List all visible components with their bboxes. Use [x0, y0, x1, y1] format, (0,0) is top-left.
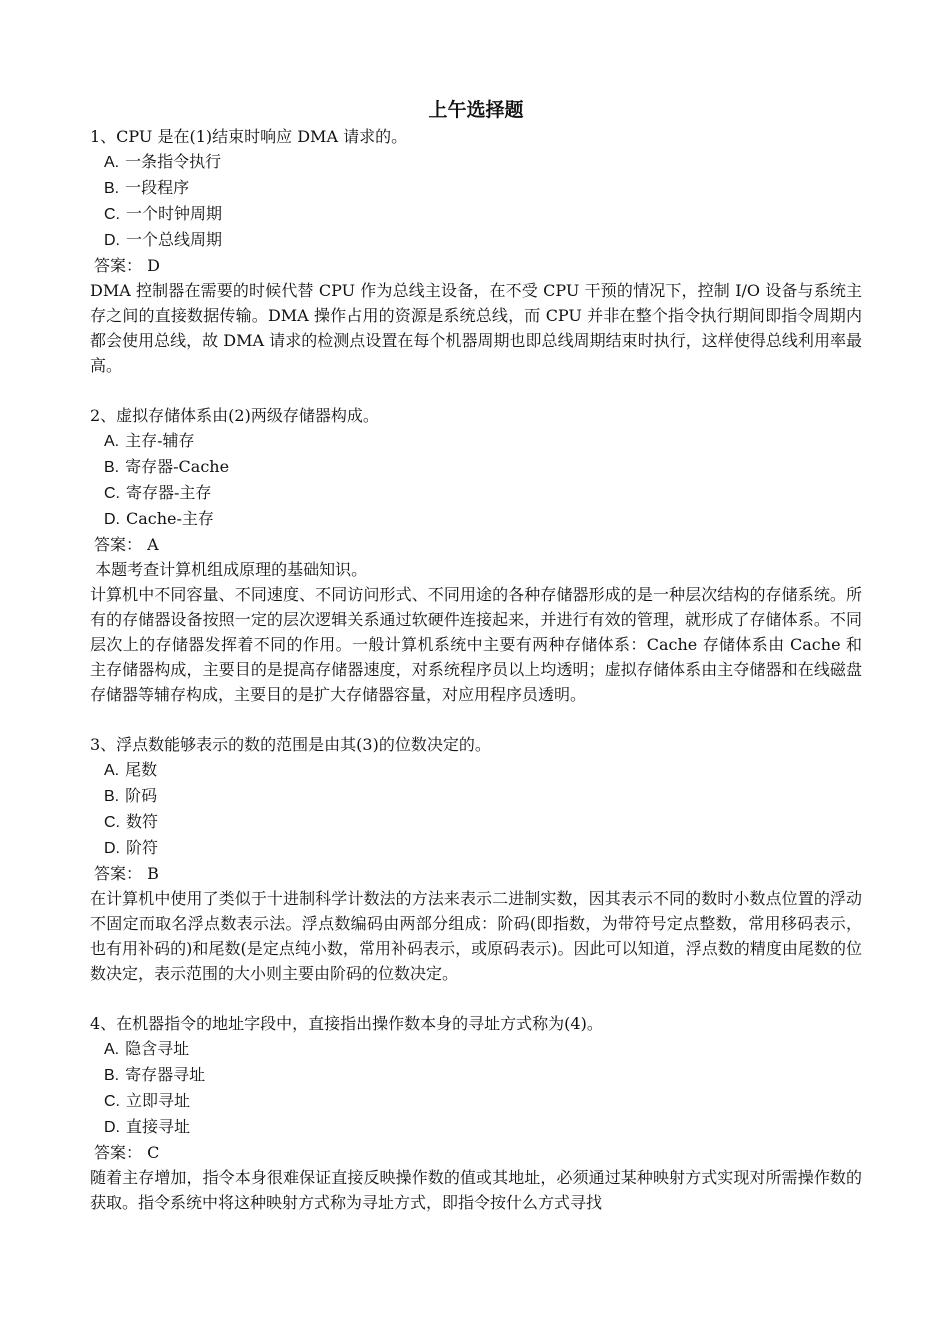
option-letter: B.	[104, 1067, 120, 1084]
option-text: Cache-主存	[126, 509, 214, 528]
answer-option	[90, 506, 862, 532]
option-text: 阶码	[125, 786, 158, 805]
option-letter: A.	[104, 762, 120, 779]
answer-option	[90, 201, 862, 227]
option-letter: D.	[104, 840, 120, 857]
question-spacer	[90, 986, 862, 1011]
question-block	[90, 732, 862, 986]
explanation-paragraph: 计算机中不同容量、不同速度、不同访问形式、不同用途的各种存储器形成的是一种层次结构的存储系统。所有的存储器设备按照一定的层次逻辑关系通过软硬件连接起来，并进行有效的管理，就形成了存储体系。不同层次上的存储器发挥着不同的作用。一般计算机系统中主要有两种存储体系：Cache 存储体系由 Cache 和主存储器构成，主要目的是提高存储器速度，对系统程序员以上均透明；虚拟存储体系由主夺储器和在线磁盘存储器等辅存构成，主要目的是扩大存储器容量，对应用程序员透明。	[90, 585, 862, 704]
question-spacer	[90, 707, 862, 732]
option-letter: C.	[104, 1093, 120, 1110]
question-stem: 1、CPU 是在(1)结束时响应 DMA 请求的。	[90, 127, 408, 146]
answer-option	[90, 149, 862, 175]
option-text: 数符	[126, 812, 159, 831]
option-letter: B.	[104, 180, 120, 197]
answer-option	[90, 480, 862, 506]
option-letter: A.	[104, 1041, 120, 1058]
option-letter: C.	[104, 485, 120, 502]
answer-option	[90, 428, 862, 454]
option-text: 阶符	[126, 838, 159, 857]
answer-option	[90, 809, 862, 835]
question-list	[90, 124, 862, 1215]
answer-option	[90, 227, 862, 253]
answer-option	[90, 1114, 862, 1140]
question-stem: 2、虚拟存储体系由(2)两级存储器构成。	[90, 406, 379, 425]
page-title: 上午选择题	[428, 99, 524, 121]
option-text: 寄存器-Cache	[125, 457, 230, 476]
answer-option	[90, 757, 862, 783]
option-letter: B.	[104, 788, 120, 805]
option-text: 寄存器寻址	[125, 1065, 206, 1084]
option-letter: A.	[104, 154, 120, 171]
option-text: 一个时钟周期	[126, 204, 223, 223]
option-text: 一条指令执行	[125, 152, 222, 171]
question-block	[90, 124, 862, 378]
answer-line: 答案： B	[94, 864, 159, 883]
question-spacer	[90, 378, 862, 403]
answer-line: 答案： A	[94, 535, 159, 554]
option-text: 一段程序	[125, 178, 190, 197]
option-text: 直接寻址	[126, 1117, 191, 1136]
option-letter: B.	[104, 459, 120, 476]
answer-line: 答案： D	[94, 256, 160, 275]
question-stem: 3、浮点数能够表示的数的范围是由其(3)的位数决定的。	[90, 735, 491, 754]
option-letter: A.	[104, 433, 120, 450]
answer-option	[90, 1062, 862, 1088]
answer-line: 答案： C	[94, 1143, 160, 1162]
document-page	[90, 96, 862, 1215]
explanation-paragraph: 本题考查计算机组成原理的基础知识。	[90, 560, 368, 579]
option-letter: D.	[104, 511, 120, 528]
option-text: 立即寻址	[126, 1091, 191, 1110]
answer-option	[90, 175, 862, 201]
answer-option	[90, 454, 862, 480]
explanation-paragraph: 随着主存增加，指令本身很难保证直接反映操作数的值或其地址，必须通过某种映射方式实现对所需操作数的获取。指令系统中将这种映射方式称为寻址方式，即指令按什么方式寻找	[90, 1168, 862, 1212]
option-text: 寄存器-主存	[126, 483, 212, 502]
option-letter: C.	[104, 814, 120, 831]
question-stem: 4、在机器指令的地址字段中，直接指出操作数本身的寻址方式称为(4)。	[90, 1014, 603, 1033]
option-text: 隐含寻址	[125, 1039, 190, 1058]
answer-option	[90, 1088, 862, 1114]
explanation-paragraph: DMA 控制器在需要的时候代替 CPU 作为总线主设备，在不受 CPU 干预的情况下，控制 I/O 设备与系统主存之间的直接数据传输。DMA 操作占用的资源是系统总线，而 CPU 并非在整个指令执行期间即指令周期内都会使用总线，故 DMA 请求的检测点设置在每个机器周期也即总线周期结束时执行，这样使得总线利用率最高。	[90, 281, 862, 375]
answer-option	[90, 1036, 862, 1062]
answer-option	[90, 783, 862, 809]
question-block	[90, 1011, 862, 1215]
option-letter: D.	[104, 232, 120, 249]
answer-option	[90, 835, 862, 861]
explanation-paragraph: 在计算机中使用了类似于十进制科学计数法的方法来表示二进制实数，因其表示不同的数时小数点位置的浮动不固定而取名浮点数表示法。浮点数编码由两部分组成：阶码(即指数，为带符号定点整数，常用移码表示，也有用补码的)和尾数(是定点纯小数，常用补码表示，或原码表示)。因此可以知道，浮点数的精度由尾数的位数决定，表示范围的大小则主要由阶码的位数决定。	[90, 889, 862, 983]
option-text: 尾数	[125, 760, 158, 779]
option-text: 主存-辅存	[125, 431, 195, 450]
option-letter: D.	[104, 1119, 120, 1136]
question-block	[90, 403, 862, 707]
option-letter: C.	[104, 206, 120, 223]
option-text: 一个总线周期	[126, 230, 223, 249]
